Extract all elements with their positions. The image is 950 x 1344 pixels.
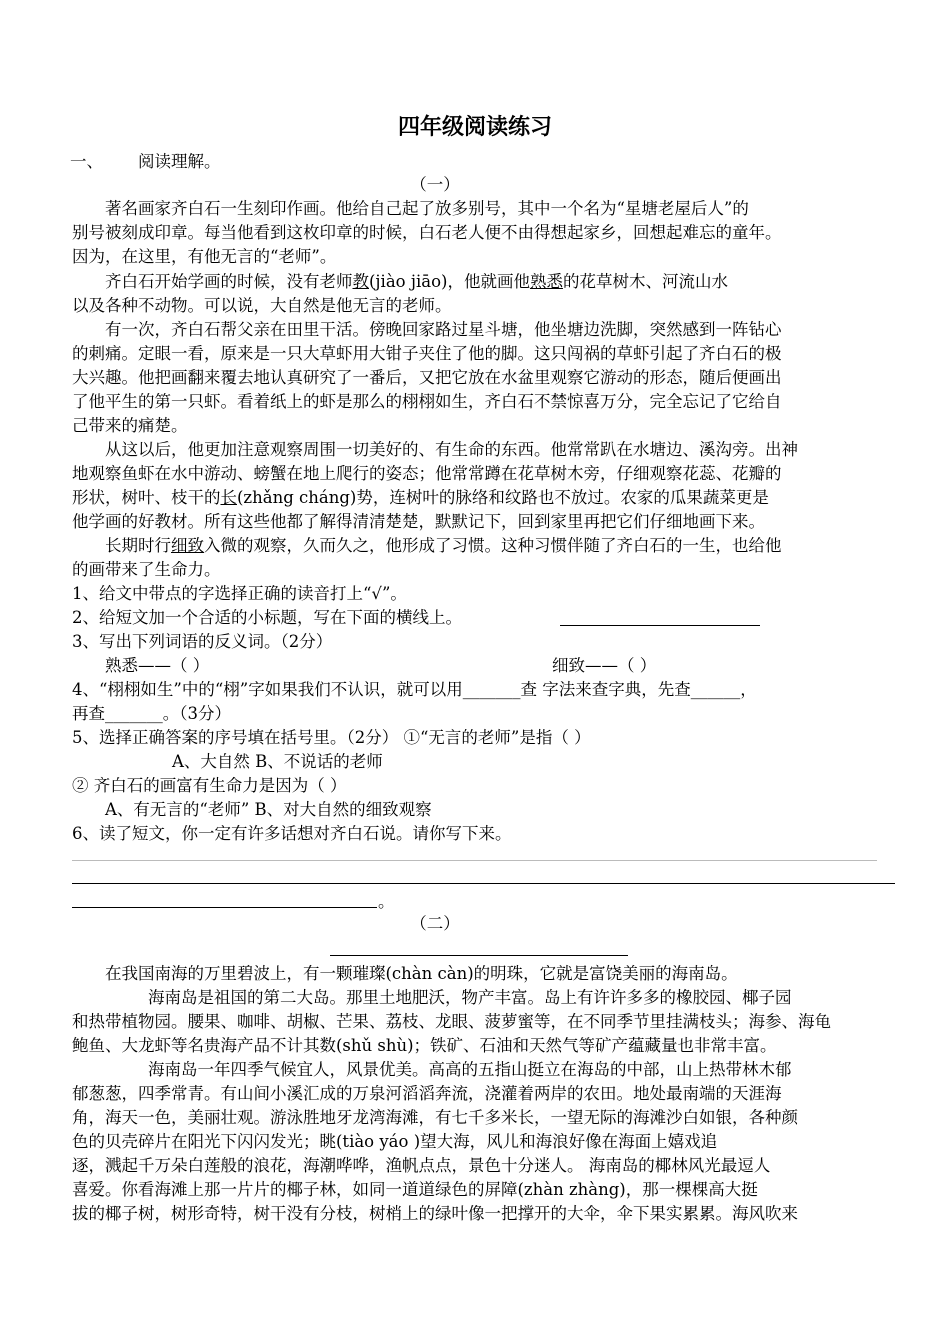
text-run: 齐白石开始学画的时候，没有老师: [105, 272, 353, 291]
passage-line: 鲍鱼、大龙虾等名贵海产品不计其数(shǔ shù)；铁矿、石油和天然气等矿产蕴藏量也非常丰富。: [72, 1036, 777, 1055]
passage-line: 的画带来了生命力。: [72, 560, 221, 579]
antonym-blank-shuxi[interactable]: 熟悉——（ ）: [105, 656, 210, 675]
text-run: 长期时行: [105, 536, 171, 555]
text-run: 形状，树叶、枝干的: [72, 488, 221, 507]
question-3: 3、写出下列词语的反义词。（2分）: [72, 632, 333, 651]
question-6: 6、读了短文，你一定有许多话想对齐白石说。请你写下来。: [72, 824, 512, 843]
passage-line: 了他平生的第一只虾。看着纸上的虾是那么的栩栩如生，齐白石不禁惊喜万分，完全忘记了它给自: [72, 392, 782, 411]
passage-line: [105, 270, 728, 294]
answer-line[interactable]: [72, 883, 895, 884]
passage-line: 海南岛一年四季气候宜人，风景优美。高高的五指山挺立在海岛的中部，山上热带林木郁: [148, 1060, 792, 1079]
dotted-char-jiao: 教: [352, 272, 369, 291]
passage-line: 地观察鱼虾在水中游动、螃蟹在地上爬行的姿态；他常常蹲在花草树木旁，仔细观察花蕊、花瓣的: [72, 464, 782, 483]
question-2: 2、给短文加一个合适的小标题，写在下面的横线上。: [72, 608, 462, 627]
question-5-part-2[interactable]: ② 齐白石的画富有生命力是因为（ ）: [72, 776, 347, 795]
section-label: 阅读理解。: [138, 152, 221, 171]
text-run: 的花草树木、河流山水: [562, 272, 728, 291]
passage-line: [72, 486, 769, 510]
passage-line: 在我国南海的万里碧波上，有一颗璀璨(chàn càn)的明珠，它就是富饶美丽的海南岛。: [105, 964, 738, 983]
answer-line[interactable]: [72, 907, 377, 908]
passage-two-title-line[interactable]: [330, 955, 628, 956]
passage-line: 和热带植物园。腰果、咖啡、胡椒、芒果、荔枝、龙眼、菠萝蜜等，在不同季节里挂满枝头；海参、海龟: [72, 1012, 831, 1031]
passage-line: 有一次，齐白石帮父亲在田里干活。傍晚回家路过星斗塘，他坐塘边洗脚，突然感到一阵钻心: [105, 320, 782, 339]
text-run: 入微的观察，久而久之，他形成了习惯。这种习惯伴随了齐白石的一生，也给他: [204, 536, 782, 555]
question-4-cont[interactable]: 再查_______。（3分）: [72, 704, 231, 723]
underlined-word-xizhi: 细致: [171, 536, 204, 555]
passage-line: 拔的椰子树，树形奇特，树干没有分枝，树梢上的绿叶像一把撑开的大伞，伞下果实累累。海风吹来: [72, 1204, 798, 1223]
passage-line: 别号被刻成印章。每当他看到这枚印章的时候，白石老人便不由得想起家乡，回想起难忘的童年。: [72, 223, 782, 242]
dotted-char-zhang: 长: [220, 488, 237, 507]
pinyin-choice[interactable]: (zhǎng cháng)势，连树叶的脉络和纹路也不放过。农家的瓜果蔬菜更是: [237, 488, 769, 507]
section-number: 一、: [70, 152, 103, 171]
passage-line: 大兴趣。他把画翻来覆去地认真研究了一番后，又把它放在水盆里观察它游动的形态，随后便画出: [72, 368, 782, 387]
title-answer-line[interactable]: [560, 625, 760, 626]
passage-line: 逐，溅起千万朵白莲般的浪花，海潮哗哗，渔帆点点，景色十分迷人。 海南岛的椰林风光最逗人: [72, 1156, 771, 1175]
passage-line: 喜爱。你看海滩上那一片片的椰子林，如同一道道绿色的屏障(zhàn zhàng)，那一棵棵高大挺: [72, 1180, 758, 1199]
passage-line: 从这以后，他更加注意观察周围一切美好的、有生命的东西。他常常趴在水塘边、溪沟旁。出神: [105, 440, 798, 459]
passage-line: 以及各种不动物。可以说，大自然是他无言的老师。: [72, 296, 452, 315]
page-title: 四年级阅读练习: [397, 115, 552, 140]
passage-line: 海南岛是祖国的第二大岛。那里土地肥沃，物产丰富。岛上有许许多多的橡胶园、椰子园: [148, 988, 792, 1007]
passage-two-heading: （二）: [410, 914, 460, 933]
passage-line: 己带来的痛楚。: [72, 416, 188, 435]
passage-line: 因为，在这里，有他无言的“老师”。: [72, 247, 337, 266]
question-1: 1、给文中带点的字选择正确的读音打上“√”。: [72, 584, 407, 603]
passage-line: 著名画家齐白石一生刻印作画。他给自己起了放多别号，其中一个名为“星塘老屋后人”的: [105, 199, 749, 218]
answer-line[interactable]: [72, 860, 877, 861]
pinyin-choice[interactable]: (jiào jiāo)，他就画他: [369, 272, 530, 291]
question-4[interactable]: 4、“栩栩如生”中的“栩”字如果我们不认识，就可以用_______查 字法来查字典，先查______，: [72, 680, 757, 699]
passage-line: 角，海天一色，美丽壮观。游泳胜地牙龙湾海滩，有七千多米长，一望无际的海滩沙白如银，各种颜: [72, 1108, 798, 1127]
passage-line: 他学画的好教材。所有这些他都了解得清清楚楚，默默记下，回到家里再把它们仔细地画下来。: [72, 512, 765, 531]
answer-end-mark: 。: [378, 892, 395, 911]
passage-one-heading: （一）: [410, 175, 460, 194]
passage-line: 郁葱葱，四季常青。有山间小溪汇成的万泉河滔滔奔流，浇灌着两岸的农田。地处最南端的天涯海: [72, 1084, 782, 1103]
passage-line: 的刺痛。定眼一看，原来是一只大草虾用大钳子夹住了他的脚。这只闯祸的草虾引起了齐白石的极: [72, 344, 782, 363]
antonym-blank-xizhi[interactable]: 细致——（ ）: [552, 656, 657, 675]
passage-line: 色的贝壳碎片在阳光下闪闪发光；眺(tiào yáo )望大海，风儿和海浪好像在海面上嬉戏追: [72, 1132, 718, 1151]
passage-line: [105, 534, 782, 558]
underlined-word-shuxi: 熟悉: [529, 272, 563, 291]
question-5-options: A、大自然 B、不说话的老师: [172, 752, 383, 771]
question-5[interactable]: 5、选择正确答案的序号填在括号里。（2分） ①“无言的老师”是指（ ）: [72, 728, 591, 747]
question-5-options: A、有无言的“老师” B、对大自然的细致观察: [105, 800, 432, 819]
